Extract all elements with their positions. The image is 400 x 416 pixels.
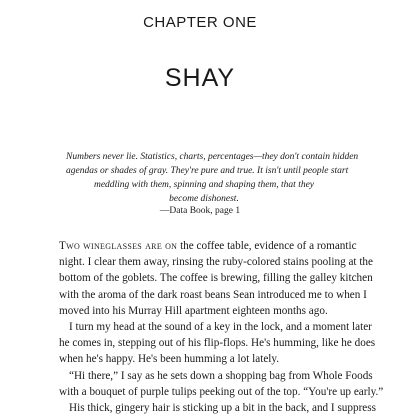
- body-line: with a bouquet of purple tulips peeking out of the top. “You're up early.”: [59, 385, 384, 398]
- body-line: he comes in, stepping out of his flip-flops. He's humming, like he does: [59, 337, 376, 350]
- epigraph-line: agendas or shades of gray. They're pure and true. It isn't until people start: [66, 166, 349, 176]
- body-text: [59, 238, 384, 416]
- body-line: moved into his Murray Hill apartment eighteen months ago.: [59, 304, 328, 317]
- body-line: “Hi there,” I say as he sets down a shopping bag from Whole Foods: [69, 369, 373, 382]
- body-line: bottom of the goblets. The coffee is brewing, filling the galley kitchen: [59, 272, 373, 285]
- chapter-title: SHAY: [164, 64, 236, 92]
- paragraph-lead-in: Two wineglasses are on: [59, 240, 178, 252]
- body-line: night. I clear them away, rinsing the ruby-colored stains pooling at the: [59, 256, 373, 269]
- body-line: His thick, gingery hair is sticking up a bit in the back, and I suppress: [69, 402, 376, 415]
- body-line: I turn my head at the sound of a key in the lock, and a moment later: [69, 321, 372, 334]
- body-line-text: the coffee table, evidence of a romantic: [177, 240, 357, 252]
- epigraph: [66, 150, 359, 206]
- body-line: with the aroma of the dark roast beans Sean introduced me to when I: [59, 288, 367, 301]
- body-line: [59, 238, 357, 254]
- epigraph-line: meddling with them, spinning and shaping them, that they: [93, 180, 315, 190]
- chapter-label: CHAPTER ONE: [143, 14, 257, 31]
- epigraph-line: become dishonest.: [169, 194, 239, 204]
- body-line: when he's happy. He's been humming a lot lately.: [59, 353, 280, 366]
- epigraph-attribution: —Data Book, page 1: [159, 206, 241, 216]
- epigraph-line: Numbers never lie. Statistics, charts, percentages—they don't contain hidden: [66, 152, 359, 162]
